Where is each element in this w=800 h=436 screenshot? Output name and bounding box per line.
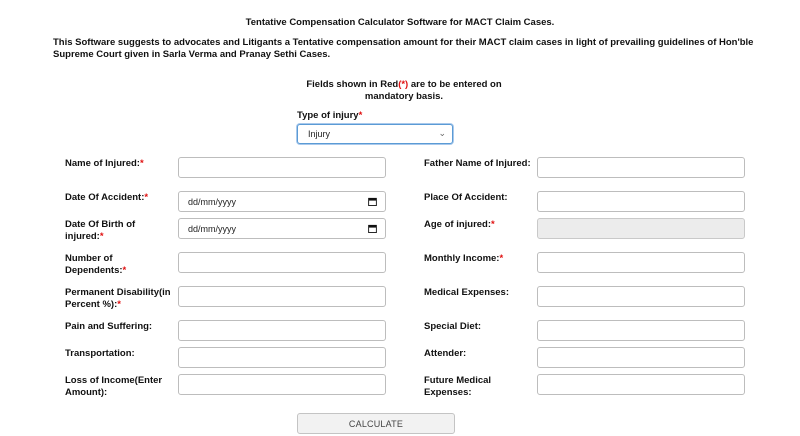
name-injured-label [65,158,173,170]
age-injured-input [537,218,745,239]
chevron-down-icon: ⌄ [438,128,446,138]
future-medical-input[interactable] [537,374,745,395]
note-text-rest: are to be entered on mandatory basis. [364,79,502,102]
father-name-input[interactable] [537,157,745,178]
pain-suffering-label: Pain and Suffering: [65,321,153,332]
name-injured-label-text: Name of Injured: [65,158,140,169]
name-injured-input[interactable] [178,157,386,178]
page-title: Tentative Compensation Calculator Software for MACT Claim Cases. [245,17,555,28]
required-marker: * [117,299,121,310]
perm-disability-label [65,287,177,311]
monthly-income-input[interactable] [537,252,745,273]
dependents-label-text: Number of Dependents: [65,253,123,276]
monthly-income-label [424,253,532,265]
pain-suffering-input[interactable] [178,320,386,341]
mandatory-note [300,79,508,103]
transportation-input[interactable] [178,347,386,368]
calendar-icon[interactable] [368,197,377,206]
injury-type-label-text: Type of injury [297,110,359,121]
required-marker-note: (*) [398,79,409,90]
special-diet-label: Special Diet: [424,321,482,332]
perm-disability-input[interactable] [178,286,386,307]
loss-income-label: Loss of Income(Enter Amount): [65,375,163,398]
note-text: Fields shown in Red [306,79,399,90]
page-description: This Software suggests to advocates and Litigants a Tentative compensation amount for their MACT claim cases in light of prevailing guidelines of Hon'ble Supreme Court given in Sarla Verma and Pranay Sethi Cases. [53,37,754,60]
dependents-label [65,253,173,277]
required-marker: * [358,110,363,121]
medical-expenses-label: Medical Expenses: [424,287,510,298]
required-marker: * [99,231,104,242]
injury-type-value: Injury [308,129,331,139]
future-medical-label: Future Medical Expenses: [424,375,492,398]
required-marker: * [491,219,495,230]
father-name-label: Father Name of Injured: [424,158,531,169]
date-accident-label [65,192,173,204]
dependents-input[interactable] [178,252,386,273]
required-marker: * [499,253,504,264]
injury-type-label [297,110,362,122]
dob-injured-label [65,219,173,243]
perm-disability-label-text: Permanent Disability(in Percent %): [65,287,171,310]
special-diet-input[interactable] [537,320,745,341]
dob-injured-label-text: Date Of Birth of injured: [65,219,136,242]
injury-type-select[interactable] [297,124,453,144]
calendar-icon[interactable] [368,224,377,233]
age-injured-label-text: Age of injured: [424,219,492,230]
attender-input[interactable] [537,347,745,368]
place-accident-input[interactable] [537,191,745,212]
required-marker: * [139,158,144,169]
date-accident-input[interactable] [178,191,386,212]
date-placeholder: dd/mm/yyyy [188,224,237,234]
age-injured-label [424,219,532,231]
date-placeholder: dd/mm/yyyy [188,197,237,207]
loss-income-input[interactable] [178,374,386,395]
place-accident-label: Place Of Accident: [424,192,508,203]
transportation-label: Transportation: [65,348,135,359]
attender-label: Attender: [424,348,467,359]
date-accident-label-text: Date Of Accident: [65,192,145,203]
monthly-income-label-text: Monthly Income: [424,253,500,264]
medical-expenses-input[interactable] [537,286,745,307]
required-marker: * [144,192,149,203]
dob-injured-input[interactable] [178,218,386,239]
required-marker: * [122,265,127,276]
calculate-button[interactable]: CALCULATE [297,413,455,434]
